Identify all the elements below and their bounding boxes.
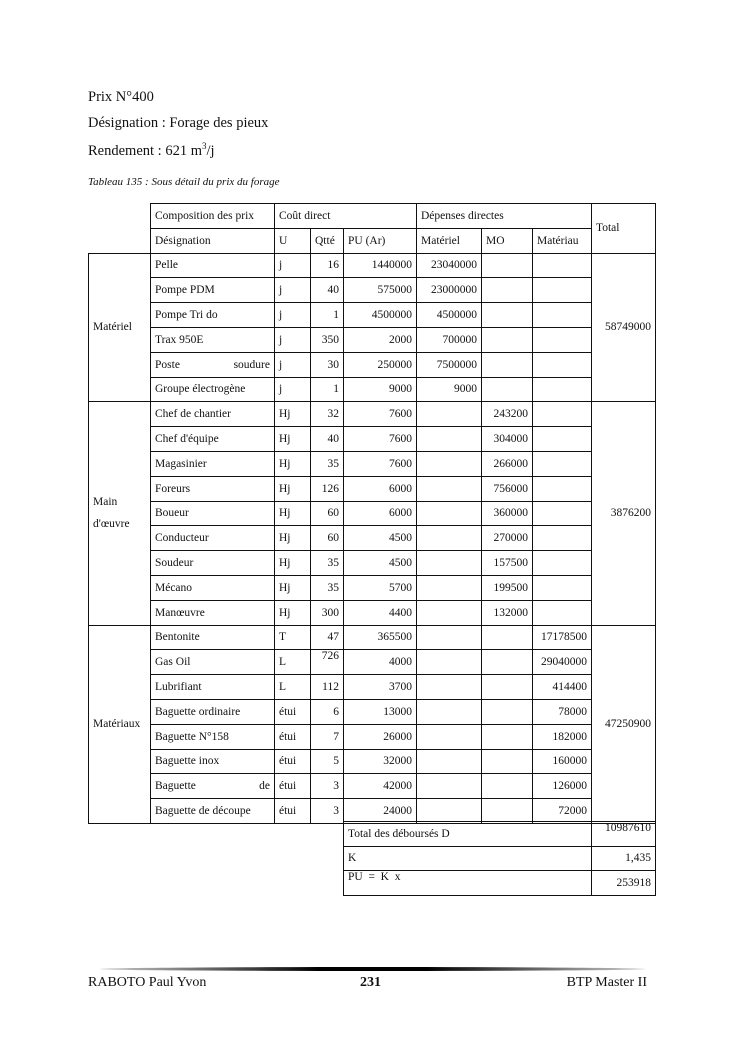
materiau-cell: 78000 bbox=[533, 699, 592, 724]
mo-cell bbox=[482, 675, 533, 700]
materiel-cell bbox=[417, 551, 482, 576]
header-row-1 bbox=[89, 204, 656, 229]
materiel-cell bbox=[417, 427, 482, 452]
mo-cell bbox=[482, 352, 533, 377]
qty-cell: 3 bbox=[311, 774, 344, 799]
mo-cell: 270000 bbox=[482, 526, 533, 551]
qty-cell: 1 bbox=[311, 303, 344, 328]
materiau-cell bbox=[533, 377, 592, 402]
qty-cell: 126 bbox=[311, 476, 344, 501]
pu-value: 253918 bbox=[592, 871, 656, 896]
materiel-cell: 7500000 bbox=[417, 352, 482, 377]
unit-price-cell: 32000 bbox=[344, 749, 417, 774]
qty-cell: 30 bbox=[311, 352, 344, 377]
unit-cell: étui bbox=[275, 799, 311, 824]
category-label-line: d'œuvre bbox=[93, 518, 130, 531]
mo-cell: 266000 bbox=[482, 451, 533, 476]
materiel-cell bbox=[417, 451, 482, 476]
header-materiau: Matériau bbox=[533, 228, 592, 253]
designation-cell: Soudeur bbox=[151, 551, 275, 576]
table-row bbox=[89, 476, 656, 501]
mo-cell bbox=[482, 749, 533, 774]
designation-cell: Pelle bbox=[151, 253, 275, 278]
unit-cell: étui bbox=[275, 749, 311, 774]
unit-price-cell: 6000 bbox=[344, 476, 417, 501]
designation-cell bbox=[151, 352, 275, 377]
summary-row-pu bbox=[344, 871, 656, 896]
unit-price-cell: 2000 bbox=[344, 327, 417, 352]
unit-price-cell: 4000 bbox=[344, 650, 417, 675]
designation-cell: Pompe PDM bbox=[151, 278, 275, 303]
unit-cell: T bbox=[275, 625, 311, 650]
mo-cell bbox=[482, 699, 533, 724]
unit-cell: j bbox=[275, 327, 311, 352]
designation-cell: Foreurs bbox=[151, 476, 275, 501]
materiel-cell bbox=[417, 699, 482, 724]
group-total: 47250900 bbox=[592, 625, 656, 823]
materiel-cell bbox=[417, 402, 482, 427]
table-row bbox=[89, 377, 656, 402]
designation-split bbox=[155, 359, 270, 371]
materiel-cell bbox=[417, 724, 482, 749]
unit-cell: L bbox=[275, 675, 311, 700]
table-row bbox=[89, 352, 656, 377]
materiau-cell: 126000 bbox=[533, 774, 592, 799]
materiel-cell bbox=[417, 600, 482, 625]
table-row bbox=[89, 526, 656, 551]
materiau-cell bbox=[533, 352, 592, 377]
unit-price-cell: 7600 bbox=[344, 451, 417, 476]
table-row bbox=[89, 451, 656, 476]
unit-cell: L bbox=[275, 650, 311, 675]
qty-cell: 7 bbox=[311, 724, 344, 749]
mo-cell bbox=[482, 303, 533, 328]
qty-cell: 35 bbox=[311, 451, 344, 476]
materiau-cell bbox=[533, 600, 592, 625]
materiau-cell bbox=[533, 451, 592, 476]
rendement-line bbox=[88, 141, 215, 160]
table-row bbox=[89, 699, 656, 724]
unit-price-cell: 13000 bbox=[344, 699, 417, 724]
qty-cell: 5 bbox=[311, 749, 344, 774]
table-row bbox=[89, 799, 656, 824]
unit-cell: Hj bbox=[275, 575, 311, 600]
category-label bbox=[89, 402, 151, 625]
unit-price-cell: 1440000 bbox=[344, 253, 417, 278]
unit-cell: Hj bbox=[275, 551, 311, 576]
unit-cell: Hj bbox=[275, 427, 311, 452]
unit-price-cell: 6000 bbox=[344, 501, 417, 526]
designation-word: soudure bbox=[233, 358, 270, 371]
materiel-cell: 23000000 bbox=[417, 278, 482, 303]
designation-word: Poste bbox=[155, 358, 180, 371]
table-row bbox=[89, 600, 656, 625]
table-row bbox=[89, 774, 656, 799]
qty-cell: 35 bbox=[311, 551, 344, 576]
qty-cell: 40 bbox=[311, 278, 344, 303]
materiel-cell bbox=[417, 575, 482, 600]
header-composition: Composition des prix bbox=[151, 204, 275, 229]
unit-cell: étui bbox=[275, 724, 311, 749]
unit-price-cell: 7600 bbox=[344, 427, 417, 452]
designation-cell: Magasinier bbox=[151, 451, 275, 476]
table-row bbox=[89, 575, 656, 600]
unit-cell: Hj bbox=[275, 526, 311, 551]
qty-cell: 60 bbox=[311, 501, 344, 526]
designation-cell: Groupe électrogène bbox=[151, 377, 275, 402]
materiel-cell bbox=[417, 749, 482, 774]
unit-price-cell: 4400 bbox=[344, 600, 417, 625]
designation-cell: Pompe Tri do bbox=[151, 303, 275, 328]
materiel-cell bbox=[417, 675, 482, 700]
unit-price-cell: 575000 bbox=[344, 278, 417, 303]
unit-price-cell: 7600 bbox=[344, 402, 417, 427]
unit-cell: Hj bbox=[275, 600, 311, 625]
materiel-cell: 700000 bbox=[417, 327, 482, 352]
total-debourses-label: Total des déboursés D bbox=[344, 822, 592, 847]
materiau-cell bbox=[533, 575, 592, 600]
unit-cell: j bbox=[275, 303, 311, 328]
materiau-cell bbox=[533, 327, 592, 352]
materiau-cell bbox=[533, 501, 592, 526]
designation-cell: Boueur bbox=[151, 501, 275, 526]
unit-cell: j bbox=[275, 278, 311, 303]
materiel-cell bbox=[417, 774, 482, 799]
category-label-line: Main bbox=[93, 496, 118, 509]
materiau-cell bbox=[533, 427, 592, 452]
qty-cell: 16 bbox=[311, 253, 344, 278]
mo-cell bbox=[482, 724, 533, 749]
blank-cell bbox=[89, 204, 151, 229]
designation-line: Désignation : Forage des pieux bbox=[88, 115, 269, 131]
materiau-cell: 72000 bbox=[533, 799, 592, 824]
designation-cell: Manœuvre bbox=[151, 600, 275, 625]
table-row bbox=[89, 650, 656, 675]
mo-cell: 360000 bbox=[482, 501, 533, 526]
materiel-cell: 23040000 bbox=[417, 253, 482, 278]
table-row bbox=[89, 551, 656, 576]
mo-cell: 157500 bbox=[482, 551, 533, 576]
table-row bbox=[89, 427, 656, 452]
designation-cell: Baguette de découpe bbox=[151, 799, 275, 824]
footer-author: RABOTO Paul Yvon bbox=[88, 975, 207, 990]
designation-cell: Chef d'équipe bbox=[151, 427, 275, 452]
qty-cell: 35 bbox=[311, 575, 344, 600]
mo-cell bbox=[482, 774, 533, 799]
rendement-unit: /j bbox=[206, 142, 215, 159]
header-designation: Désignation bbox=[151, 228, 275, 253]
qty-cell: 47 bbox=[311, 625, 344, 650]
materiau-cell bbox=[533, 303, 592, 328]
materiau-cell bbox=[533, 402, 592, 427]
designation-cell: Mécano bbox=[151, 575, 275, 600]
unit-cell: étui bbox=[275, 699, 311, 724]
unit-price-cell: 4500 bbox=[344, 526, 417, 551]
table-caption: Tableau 135 : Sous détail du prix du forage bbox=[88, 176, 280, 188]
materiau-cell bbox=[533, 278, 592, 303]
designation-word: de bbox=[259, 780, 270, 793]
designation-cell: Baguette inox bbox=[151, 749, 275, 774]
designation-split bbox=[155, 780, 270, 792]
group-total: 58749000 bbox=[592, 253, 656, 402]
header-depenses-directes: Dépenses directes bbox=[417, 204, 592, 229]
materiau-cell bbox=[533, 551, 592, 576]
materiau-cell: 160000 bbox=[533, 749, 592, 774]
unit-price-cell: 365500 bbox=[344, 625, 417, 650]
mo-cell: 132000 bbox=[482, 600, 533, 625]
materiel-cell bbox=[417, 650, 482, 675]
materiel-cell bbox=[417, 501, 482, 526]
header-mo: MO bbox=[482, 228, 533, 253]
unit-cell: j bbox=[275, 352, 311, 377]
k-label: K bbox=[344, 846, 592, 871]
unit-cell: Hj bbox=[275, 402, 311, 427]
total-debourses-value: 10987610 bbox=[592, 822, 656, 847]
table-row bbox=[89, 278, 656, 303]
mo-cell bbox=[482, 377, 533, 402]
mo-cell bbox=[482, 278, 533, 303]
category-label: Matériel bbox=[89, 253, 151, 402]
table-row bbox=[89, 253, 656, 278]
summary-row-total bbox=[344, 822, 656, 847]
unit-price-cell: 9000 bbox=[344, 377, 417, 402]
header-materiel: Matériel bbox=[417, 228, 482, 253]
mo-cell bbox=[482, 625, 533, 650]
footer-program: BTP Master II bbox=[566, 975, 647, 990]
unit-price-cell: 5700 bbox=[344, 575, 417, 600]
header-row-2 bbox=[89, 228, 656, 253]
designation-cell: Baguette N°158 bbox=[151, 724, 275, 749]
unit-cell: Hj bbox=[275, 451, 311, 476]
summary-table bbox=[343, 821, 656, 896]
table-row bbox=[89, 724, 656, 749]
pu-label: PU = K x bbox=[344, 871, 592, 896]
qty-cell: 1 bbox=[311, 377, 344, 402]
materiau-cell bbox=[533, 476, 592, 501]
footer-rule bbox=[100, 967, 645, 971]
designation-cell: Baguette ordinaire bbox=[151, 699, 275, 724]
materiel-cell: 9000 bbox=[417, 377, 482, 402]
page-number: 231 bbox=[360, 975, 381, 990]
unit-cell: j bbox=[275, 253, 311, 278]
materiau-cell: 182000 bbox=[533, 724, 592, 749]
unit-cell: étui bbox=[275, 774, 311, 799]
qty-cell: 60 bbox=[311, 526, 344, 551]
table-row bbox=[89, 402, 656, 427]
blank-cell bbox=[89, 228, 151, 253]
designation-word: Baguette bbox=[155, 780, 196, 793]
designation-cell: Conducteur bbox=[151, 526, 275, 551]
mo-cell bbox=[482, 253, 533, 278]
header-unit: U bbox=[275, 228, 311, 253]
table-row bbox=[89, 625, 656, 650]
mo-cell: 243200 bbox=[482, 402, 533, 427]
unit-price-cell: 4500000 bbox=[344, 303, 417, 328]
materiel-cell bbox=[417, 526, 482, 551]
materiel-cell bbox=[417, 799, 482, 824]
materiel-cell bbox=[417, 625, 482, 650]
qty-cell: 32 bbox=[311, 402, 344, 427]
materiau-cell bbox=[533, 526, 592, 551]
unit-price-cell: 24000 bbox=[344, 799, 417, 824]
qty-cell: 6 bbox=[311, 699, 344, 724]
table-row bbox=[89, 327, 656, 352]
rendement-text: Rendement : 621 m bbox=[88, 142, 202, 159]
qty-cell: 300 bbox=[311, 600, 344, 625]
qty-cell: 726 bbox=[311, 650, 344, 675]
mo-cell bbox=[482, 650, 533, 675]
mo-cell: 199500 bbox=[482, 575, 533, 600]
designation-cell: Gas Oil bbox=[151, 650, 275, 675]
unit-price-cell: 26000 bbox=[344, 724, 417, 749]
materiau-cell: 29040000 bbox=[533, 650, 592, 675]
category-label: Matériaux bbox=[89, 625, 151, 823]
unit-price-cell: 4500 bbox=[344, 551, 417, 576]
mo-cell bbox=[482, 327, 533, 352]
qty-cell: 3 bbox=[311, 799, 344, 824]
materiel-cell: 4500000 bbox=[417, 303, 482, 328]
designation-cell: Trax 950E bbox=[151, 327, 275, 352]
group-total: 3876200 bbox=[592, 402, 656, 625]
mo-cell: 304000 bbox=[482, 427, 533, 452]
price-number: Prix N°400 bbox=[88, 89, 154, 105]
materiel-cell bbox=[417, 476, 482, 501]
mo-cell bbox=[482, 799, 533, 824]
unit-cell: j bbox=[275, 377, 311, 402]
table-row bbox=[89, 501, 656, 526]
designation-cell bbox=[151, 774, 275, 799]
k-value: 1,435 bbox=[592, 846, 656, 871]
designation-cell: Chef de chantier bbox=[151, 402, 275, 427]
materiau-cell bbox=[533, 253, 592, 278]
table-row bbox=[89, 303, 656, 328]
qty-cell: 112 bbox=[311, 675, 344, 700]
summary-row-k bbox=[344, 846, 656, 871]
qty-cell: 350 bbox=[311, 327, 344, 352]
unit-cell: Hj bbox=[275, 476, 311, 501]
rendement-exponent: 3 bbox=[201, 141, 207, 151]
header-qty: Qtté bbox=[311, 228, 344, 253]
mo-cell: 756000 bbox=[482, 476, 533, 501]
price-breakdown-table bbox=[88, 203, 656, 824]
materiau-cell: 414400 bbox=[533, 675, 592, 700]
unit-price-cell: 250000 bbox=[344, 352, 417, 377]
unit-price-cell: 42000 bbox=[344, 774, 417, 799]
unit-cell: Hj bbox=[275, 501, 311, 526]
table-row bbox=[89, 675, 656, 700]
header-cout-direct: Coût direct bbox=[275, 204, 417, 229]
qty-cell: 40 bbox=[311, 427, 344, 452]
designation-cell: Lubrifiant bbox=[151, 675, 275, 700]
designation-cell: Bentonite bbox=[151, 625, 275, 650]
table-row bbox=[89, 749, 656, 774]
header-total: Total bbox=[592, 204, 656, 254]
header-unit-price: PU (Ar) bbox=[344, 228, 417, 253]
unit-price-cell: 3700 bbox=[344, 675, 417, 700]
materiau-cell: 17178500 bbox=[533, 625, 592, 650]
